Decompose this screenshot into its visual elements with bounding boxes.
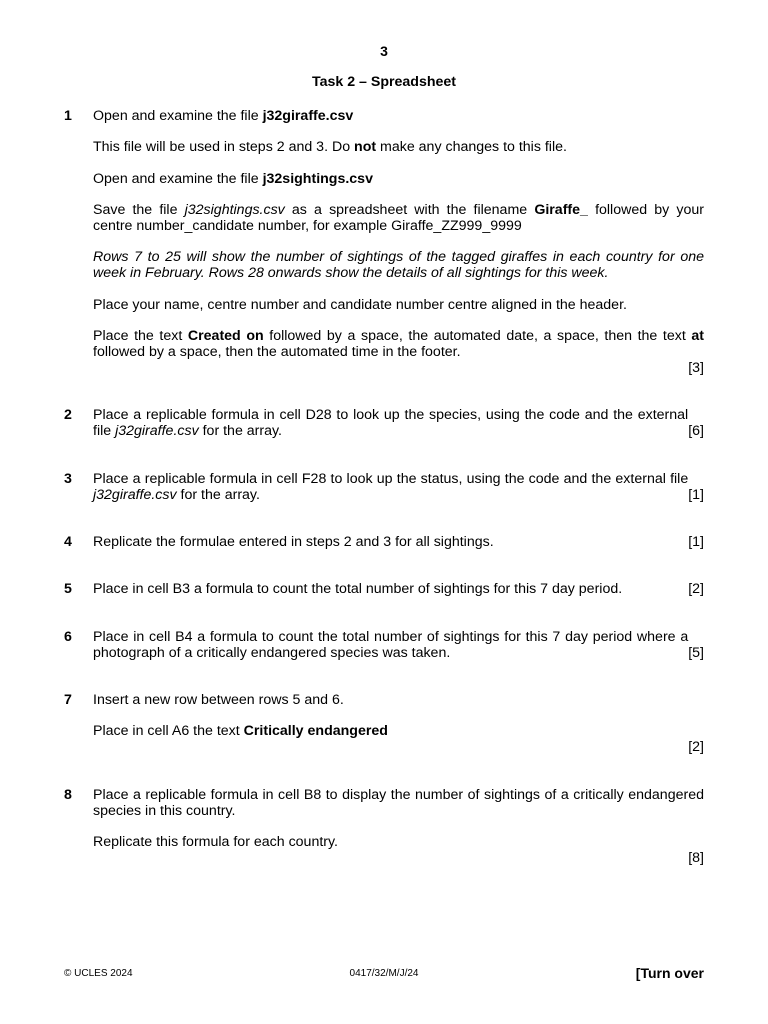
question-number: 8	[64, 787, 72, 803]
question-number: 3	[64, 471, 72, 487]
question-1-paragraph-1: Open and examine the file j32giraffe.csv	[93, 108, 354, 124]
question-7-paragraph-2: Place in cell A6 the text Critically endangered	[93, 723, 388, 739]
question-number: 4	[64, 534, 72, 550]
question-6-mark: [5]	[688, 645, 704, 661]
question-8-paragraph-1: Place a replicable formula in cell B8 to display the number of sightings of a critically endangered species in this country.	[93, 787, 704, 819]
question-1-paragraph-5: Rows 7 to 25 will show the number of sightings of the tagged giraffes in each country for one week in February. Rows 28 onwards show the details of all sightings for this week.	[93, 249, 704, 281]
question-1-paragraph-7: Place the text Created on followed by a space, the automated date, a space, then the text at followed by a space, then the automated time in the footer.	[93, 328, 705, 360]
question-3-mark: [1]	[688, 487, 704, 503]
question-7-paragraph-1: Insert a new row between rows 5 and 6.	[93, 692, 344, 708]
question-5-paragraph-1: Place in cell B3 a formula to count the total number of sightings for this 7 day period.	[93, 581, 623, 597]
question-2-paragraph-1: [6] Place a replicable formula in cell D28 to look up the species, using the code and the external file j32giraffe.csv for the array.	[93, 407, 704, 439]
question-8-paragraph-2: Replicate this formula for each country.	[93, 834, 338, 850]
footer-turn-over: [Turn over	[635, 965, 704, 981]
question-6-paragraph-1: [5] Place in cell B4 a formula to count the total number of sightings for this 7 day period where a photograph of a critically endangered species was taken.	[93, 629, 704, 661]
question-4-paragraph-1: Replicate the formulae entered in steps 2 and 3 for all sightings.	[93, 534, 494, 550]
question-number: 2	[64, 407, 72, 423]
page-number: 3	[380, 43, 388, 59]
footer-paper-code: 0417/32/M/J/24	[349, 968, 419, 979]
question-number: 7	[64, 692, 72, 708]
task-title: Task 2 – Spreadsheet	[311, 74, 457, 90]
question-3-paragraph-1: [1] Place a replicable formula in cell F28 to look up the status, using the code and the external file j32giraffe.csv for the array.	[93, 471, 704, 503]
question-5-mark: [2]	[688, 581, 704, 597]
question-4-mark: [1]	[688, 534, 704, 550]
question-7-mark: [2]	[688, 739, 704, 755]
question-number: 1	[64, 108, 72, 124]
question-number: 6	[64, 629, 72, 645]
footer-copyright: © UCLES 2024	[64, 968, 133, 979]
question-1-paragraph-4: Save the file j32sightings.csv as a spreadsheet with the filename Giraffe_ followed by your centre number_candidate number, for example Giraffe_ZZ999_9999	[93, 202, 704, 234]
question-1-paragraph-3: Open and examine the file j32sightings.csv	[93, 171, 373, 187]
question-1-paragraph-2: This file will be used in steps 2 and 3. Do not make any changes to this file.	[93, 139, 567, 155]
question-2-mark: [6]	[688, 423, 704, 439]
question-1-paragraph-6: Place your name, centre number and candidate number centre aligned in the header.	[93, 297, 627, 313]
question-number: 5	[64, 581, 72, 597]
question-8-mark: [8]	[688, 850, 704, 866]
question-1-mark: [3]	[688, 360, 704, 376]
